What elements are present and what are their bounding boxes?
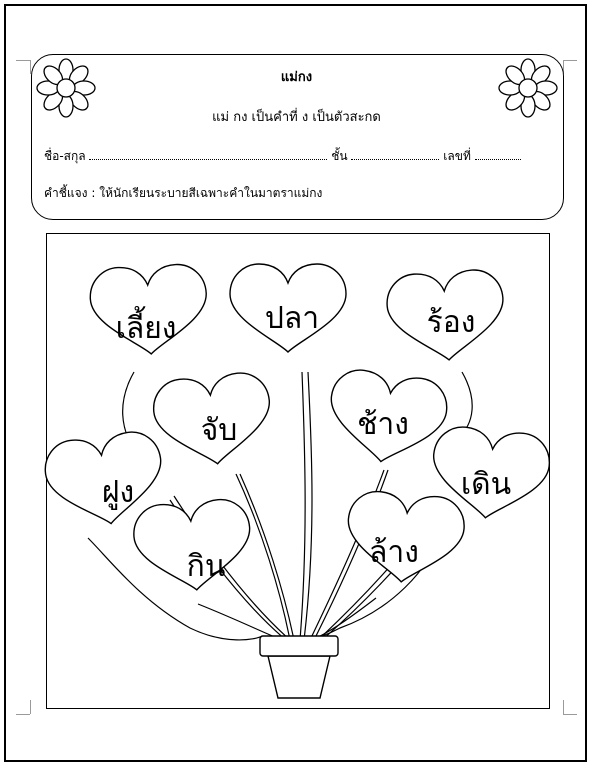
- heart-word: กิน: [186, 549, 226, 584]
- heart-word: ช้าง: [357, 407, 409, 442]
- instruction-text: คำชี้แจง : ให้นักเรียนระบายสีเฉพาะคำในมาตราแม่กง: [44, 186, 323, 200]
- class-label: ชั้น: [331, 149, 348, 163]
- heart-word: ปลา: [264, 301, 320, 336]
- heart-word: ฝูง: [101, 475, 135, 510]
- flower-pot: [260, 636, 338, 698]
- heart-word: เลี้ยง: [115, 311, 177, 346]
- heart-word: ร้อง: [426, 305, 476, 340]
- heart-word: เดิน: [460, 467, 512, 502]
- name-label: ชื่อ-สกุล: [44, 149, 86, 163]
- worksheet-subtitle: แม่ กง เป็นคำที่ ง เป็นตัวสะกด: [212, 110, 381, 125]
- heart-word: จับ: [200, 413, 238, 448]
- heart-word: ล้าง: [369, 535, 419, 570]
- number-label: เลขที่: [443, 149, 471, 163]
- worksheet-title: แม่กง: [280, 70, 313, 85]
